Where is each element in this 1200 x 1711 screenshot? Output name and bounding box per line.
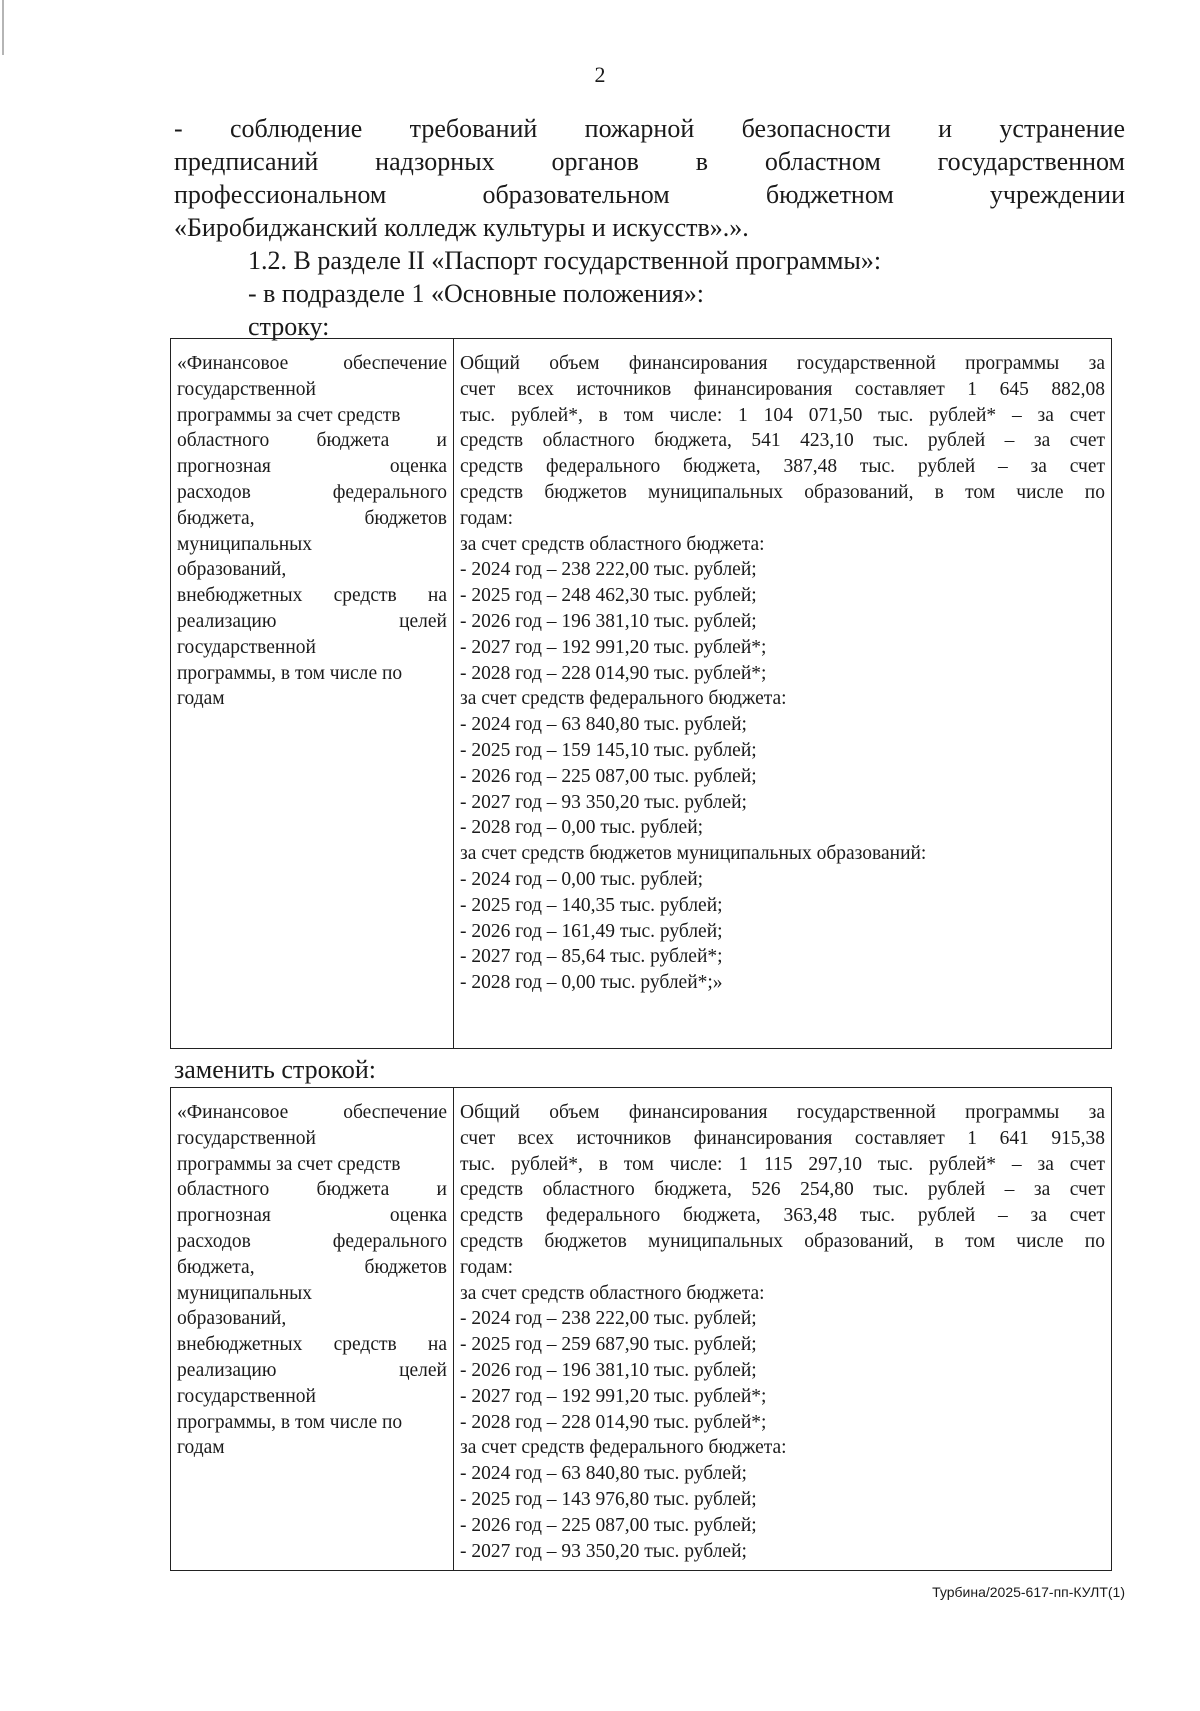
left-cell-line: областного бюджета и — [177, 430, 447, 452]
left-cell-line: государственной — [177, 1385, 316, 1407]
detail-line: - 2028 год – 0,00 тыс. рублей; — [460, 817, 704, 839]
left-cell-line: прогнозная оценка — [177, 1205, 447, 1227]
intro-line: профессиональном образовательном бюджетном учреждении — [174, 180, 1125, 209]
detail-line: - 2026 год – 196 381,10 тыс. рублей; — [460, 610, 757, 632]
detail-line: - 2025 год – 259 687,90 тыс. рублей; — [460, 1334, 757, 1356]
summary-line: Общий объем финансирования государственной программы за — [460, 353, 1105, 374]
left-cell-line: муниципальных — [177, 1282, 313, 1304]
detail-line: - 2024 год – 238 222,00 тыс. рублей; — [460, 559, 757, 581]
left-cell-line: реализацию целей — [177, 610, 447, 632]
detail-line: - 2026 год – 196 381,10 тыс. рублей; — [460, 1359, 757, 1381]
left-cell-line: расходов федерального — [177, 1230, 447, 1252]
summary-line: средств областного бюджета, 541 423,10 тыс. рублей – за счет — [460, 430, 1105, 452]
detail-line: - 2026 год – 161,49 тыс. рублей; — [460, 920, 723, 942]
left-cell-line: государственной — [177, 636, 316, 658]
summary-line: счет всех источников финансирования составляет 1 645 882,08 — [460, 378, 1105, 400]
detail-line: - 2025 год – 159 145,10 тыс. рублей; — [460, 739, 757, 761]
left-cell-line: бюджета, бюджетов — [177, 1256, 447, 1278]
left-cell-line: государственной — [177, 1127, 316, 1149]
right-cell — [454, 1088, 1112, 1571]
detail-line: - 2027 год – 93 350,20 тыс. рублей; — [460, 1540, 747, 1562]
left-cell-line: внебюджетных средств на — [177, 1334, 447, 1356]
detail-line: - 2028 год – 228 014,90 тыс. рублей*; — [460, 662, 767, 684]
detail-line: за счет средств областного бюджета: — [460, 1282, 765, 1304]
detail-line: - 2024 год – 63 840,80 тыс. рублей; — [460, 1463, 747, 1485]
new-passport-table — [170, 1087, 1112, 1571]
intro-line: «Биробиджанский колледж культуры и искусств».». — [174, 213, 749, 242]
summary-line: годам: — [460, 1256, 514, 1278]
detail-line: - 2028 год – 0,00 тыс. рублей*;» — [460, 972, 723, 994]
intro-line: предписаний надзорных органов в областном государственном — [174, 147, 1125, 176]
summary-line: средств бюджетов муниципальных образований, в том числе по — [460, 481, 1105, 503]
table-row — [171, 1088, 1112, 1571]
left-cell — [171, 339, 454, 1049]
detail-line: - 2027 год – 93 350,20 тыс. рублей; — [460, 791, 747, 813]
detail-line: - 2026 год – 225 087,00 тыс. рублей; — [460, 1514, 757, 1536]
detail-line: за счет средств федерального бюджета: — [460, 1437, 787, 1459]
left-cell-line: прогнозная оценка — [177, 456, 447, 478]
detail-line: - 2025 год – 143 976,80 тыс. рублей; — [460, 1488, 757, 1510]
left-cell-line: годам — [177, 1437, 225, 1459]
left-cell-line: муниципальных — [177, 533, 313, 555]
section-heading: 1.2. В разделе II «Паспорт государственной программы»: — [248, 246, 882, 275]
summary-line: годам: — [460, 507, 514, 529]
left-cell-line: внебюджетных средств на — [177, 585, 447, 607]
detail-line: за счет средств федерального бюджета: — [460, 688, 787, 710]
detail-line: - 2026 год – 225 087,00 тыс. рублей; — [460, 765, 757, 787]
detail-line: - 2028 год – 228 014,90 тыс. рублей*; — [460, 1411, 767, 1433]
left-cell-line: расходов федерального — [177, 481, 447, 503]
left-cell-line: программы, в том числе по — [177, 1411, 403, 1433]
left-cell-line: государственной — [177, 378, 316, 400]
detail-line: - 2025 год – 140,35 тыс. рублей; — [460, 894, 723, 916]
detail-line: - 2024 год – 63 840,80 тыс. рублей; — [460, 714, 747, 736]
left-cell-line: «Финансовое обеспечение — [177, 353, 447, 374]
summary-line: счет всех источников финансирования составляет 1 641 915,38 — [460, 1127, 1105, 1149]
summary-line: тыс. рублей*, в том числе: 1 115 297,10 тыс. рублей* – за счет — [460, 1153, 1105, 1175]
detail-line: - 2024 год – 0,00 тыс. рублей; — [460, 868, 704, 890]
summary-line: средств федерального бюджета, 363,48 тыс. рублей – за счет — [460, 1205, 1105, 1227]
left-cell-line: образований, — [177, 1308, 287, 1330]
detail-line: за счет средств областного бюджета: — [460, 533, 765, 555]
summary-line: тыс. рублей*, в том числе: 1 104 071,50 тыс. рублей* – за счет — [460, 404, 1105, 426]
summary-line: средств бюджетов муниципальных образований, в том числе по — [460, 1230, 1105, 1252]
page-number: 2 — [594, 62, 606, 87]
left-cell-line: областного бюджета и — [177, 1179, 447, 1201]
subsection-heading: - в подразделе 1 «Основные положения»: — [248, 279, 704, 308]
intro-line: - соблюдение требований пожарной безопасности и устранение — [174, 114, 1125, 143]
summary-line: средств областного бюджета, 526 254,80 тыс. рублей – за счет — [460, 1179, 1105, 1201]
detail-line: за счет средств бюджетов муниципальных образований: — [460, 843, 927, 865]
old-passport-table — [170, 338, 1112, 1049]
left-cell-line: бюджета, бюджетов — [177, 507, 447, 529]
summary-line: средств федерального бюджета, 387,48 тыс. рублей – за счет — [460, 456, 1105, 478]
footer-document-code: Турбина/2025-617-пп-КУЛТ(1) — [932, 1584, 1125, 1600]
left-cell-line: «Финансовое обеспечение — [177, 1102, 447, 1123]
detail-line: - 2027 год – 192 991,20 тыс. рублей*; — [460, 1385, 767, 1407]
table-row — [171, 339, 1112, 1049]
left-cell-line: программы за счет средств — [177, 404, 401, 426]
line-label: строку: — [248, 312, 330, 341]
detail-line: - 2027 год – 85,64 тыс. рублей*; — [460, 946, 723, 968]
left-cell-line: программы за счет средств — [177, 1153, 401, 1175]
summary-line: Общий объем финансирования государственной программы за — [460, 1102, 1105, 1123]
detail-line: - 2024 год – 238 222,00 тыс. рублей; — [460, 1308, 757, 1330]
detail-line: - 2025 год – 248 462,30 тыс. рублей; — [460, 585, 757, 607]
left-cell-line: реализацию целей — [177, 1359, 447, 1381]
replace-label: заменить строкой: — [174, 1055, 377, 1084]
left-cell-line: образований, — [177, 559, 287, 581]
left-cell-line: программы, в том числе по — [177, 662, 403, 684]
scan-margin-mark — [2, 0, 4, 55]
right-cell — [454, 339, 1112, 1049]
detail-line: - 2027 год – 192 991,20 тыс. рублей*; — [460, 636, 767, 658]
left-cell — [171, 1088, 454, 1571]
left-cell-line: годам — [177, 688, 225, 710]
